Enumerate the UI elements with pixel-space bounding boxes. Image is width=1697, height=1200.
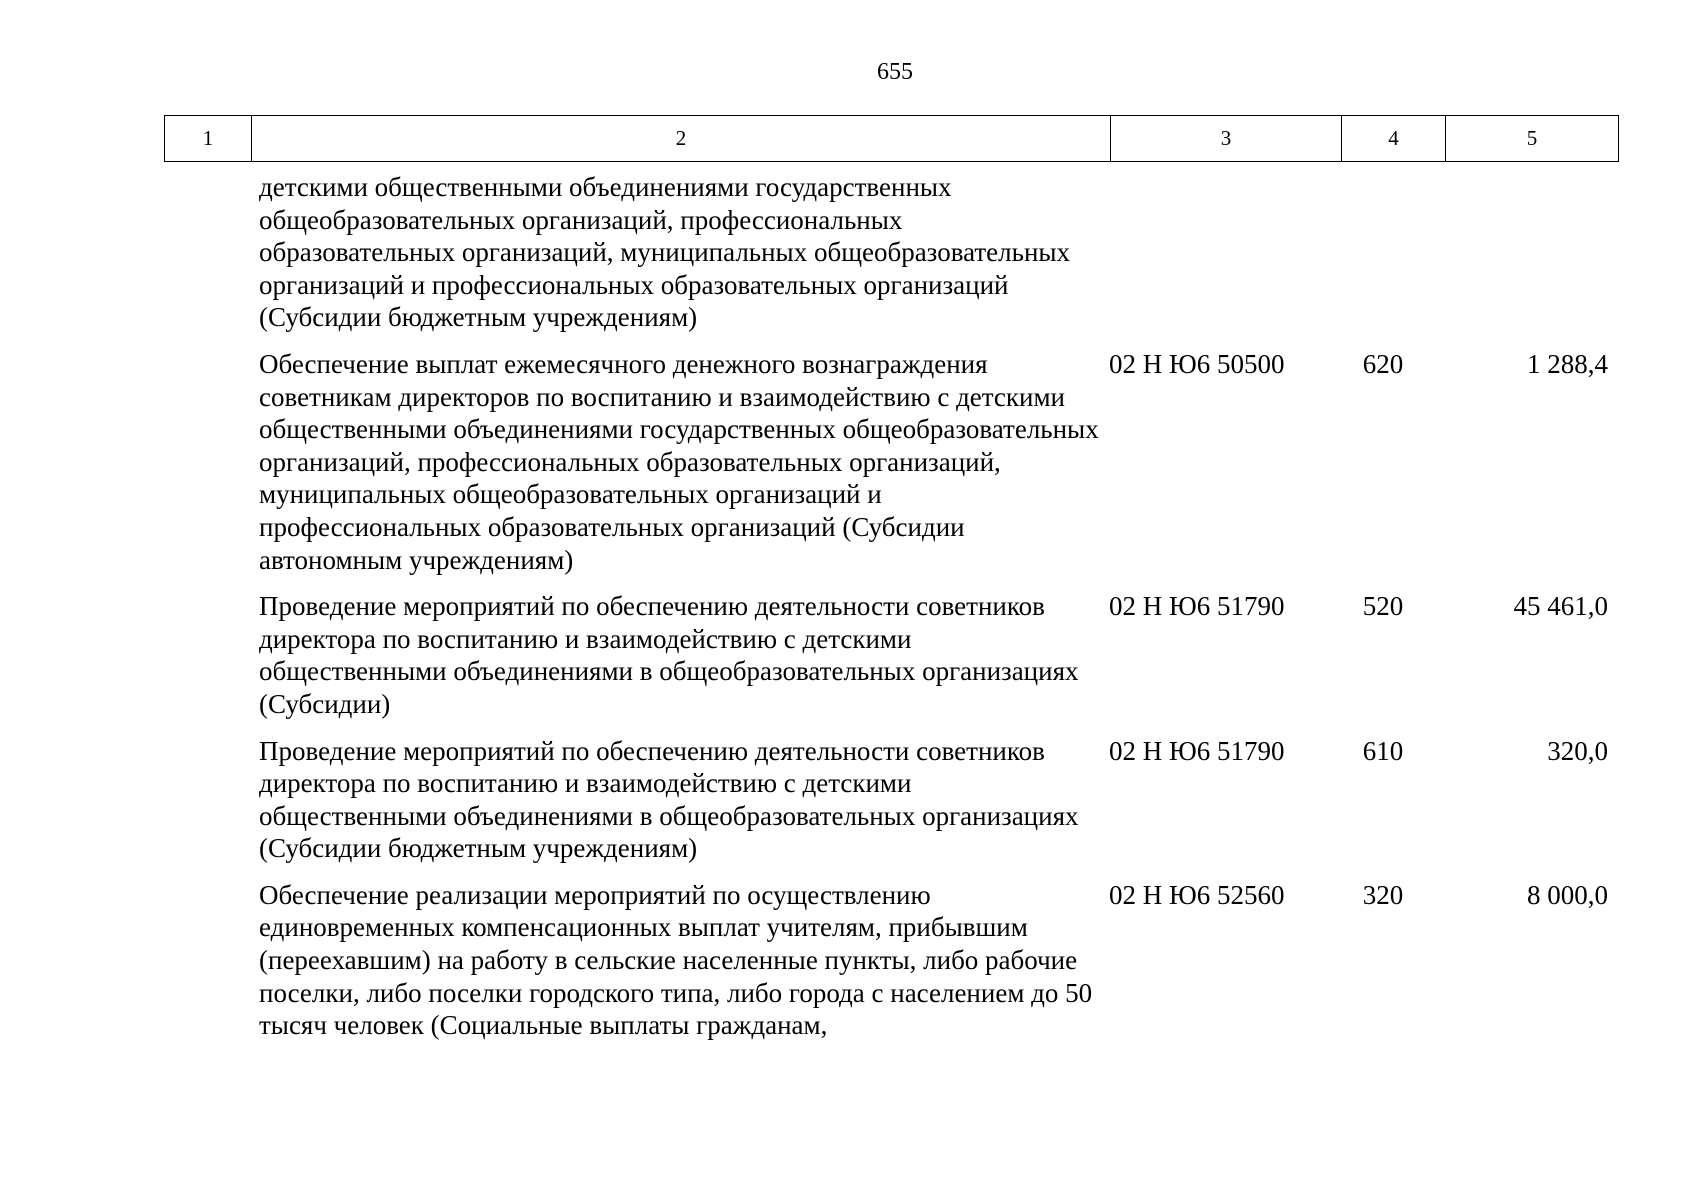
row-code — [1102, 171, 1331, 334]
row-code: 02 Н Ю6 50500 — [1109, 348, 1285, 379]
column-header-table — [164, 115, 1619, 162]
row-name: Обеспечение реализации мероприятий по осуществлению единовременных компенсационных выплат учителям, прибывшим (переехавшим) на работу в сельские населенные пункты, либо рабочие поселки, либо поселки городского типа, либо города с населением до 50 тысяч человек (Социальные выплаты гражданам, — [259, 879, 1093, 1041]
table-row — [252, 348, 1616, 576]
row-name: Обеспечение выплат ежемесячного денежного вознаграждения советникам директоров по воспитанию и взаимодействию с детскими общественными объединениями государственных общеобразовательных организаций, профессиональных образовательных организаций, муниципальных общеобразовательных организаций и профессиональных образовательных организаций (Субсидии автономным учреждениям) — [259, 348, 1099, 575]
row-amount — [1435, 171, 1616, 334]
row-expense-type — [1331, 171, 1435, 334]
row-amount: 320,0 — [1547, 735, 1608, 766]
row-code: 02 Н Ю6 51790 — [1109, 591, 1285, 622]
budget-table-body — [252, 171, 1616, 1042]
row-name: Проведение мероприятий по обеспечению деятельности советников директора по воспитанию и взаимодействию с детскими общественными объединениями в общеобразовательных организациях (Субсидии) — [259, 591, 1079, 719]
table-row — [252, 590, 1616, 720]
column-header-2: 2 — [252, 116, 1111, 162]
column-header-4: 4 — [1342, 116, 1446, 162]
row-code: 02 Н Ю6 51790 — [1109, 735, 1285, 766]
column-header-1: 1 — [165, 116, 252, 162]
row-expense-type: 520 — [1362, 591, 1404, 622]
column-header-row — [165, 116, 1619, 162]
table-row — [252, 735, 1616, 865]
page-number: 655 — [877, 59, 913, 85]
row-code: 02 Н Ю6 52560 — [1109, 879, 1285, 910]
column-header-5: 5 — [1446, 116, 1619, 162]
row-expense-type: 320 — [1362, 879, 1404, 910]
row-name: Проведение мероприятий по обеспечению деятельности советников директора по воспитанию и взаимодействию с детскими общественными объединениями в общеобразовательных организациях (Субсидии бюджетным учреждениям) — [259, 735, 1079, 864]
row-amount: 8 000,0 — [1527, 879, 1608, 910]
column-header-3: 3 — [1111, 116, 1342, 162]
table-row — [252, 171, 1616, 334]
row-amount: 45 461,0 — [1513, 591, 1608, 622]
row-name: детскими общественными объединениями государственных общеобразовательных организаций, профессиональных образовательных организаций, муниципальных общеобразовательных организаций и профессиональных образовательных организаций (Субсидии бюджетным учреждениям) — [259, 172, 1071, 333]
table-row — [252, 879, 1616, 1042]
row-amount: 1 288,4 — [1527, 348, 1608, 379]
row-expense-type: 610 — [1362, 735, 1404, 766]
row-expense-type: 620 — [1362, 348, 1404, 379]
